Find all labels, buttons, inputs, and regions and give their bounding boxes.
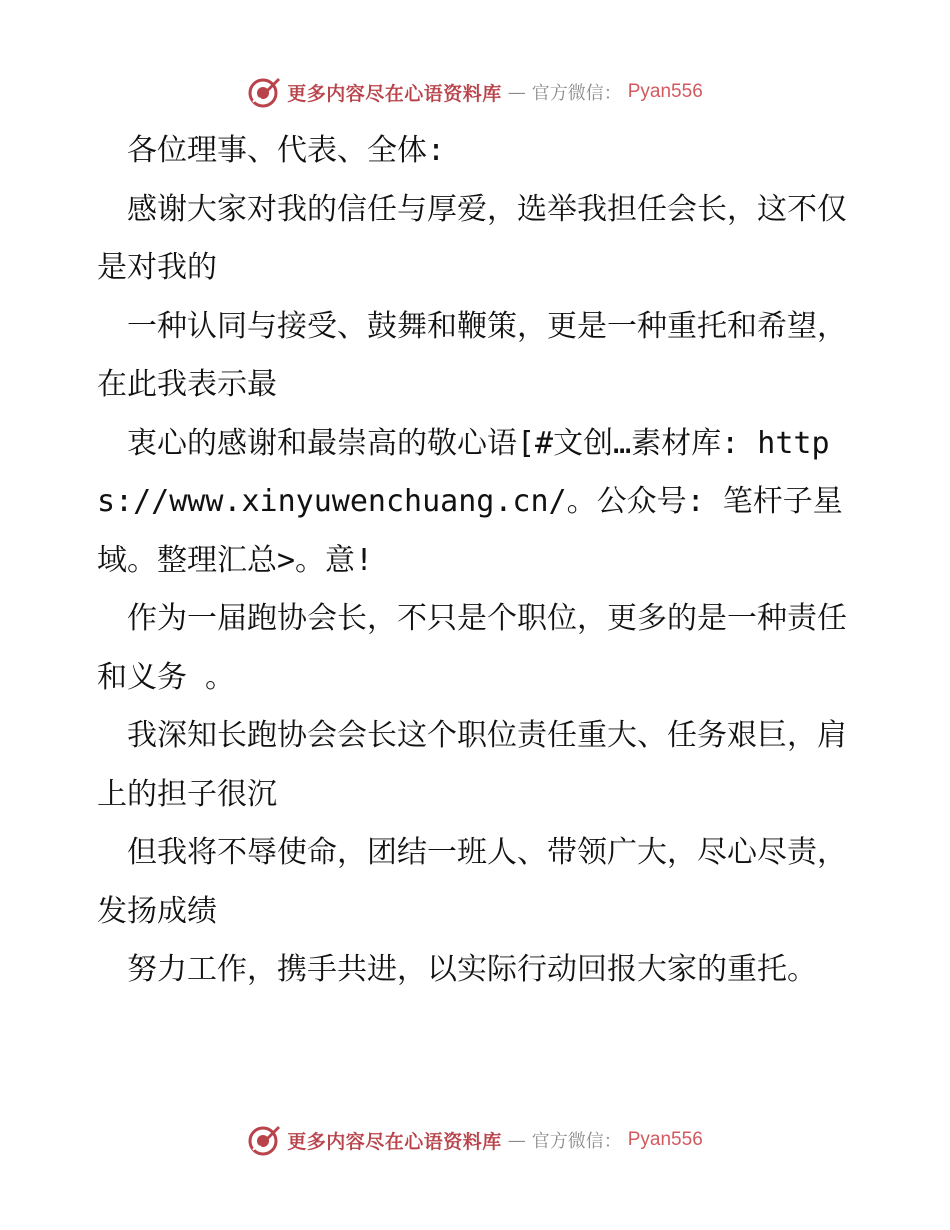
footer-dash: — xyxy=(507,1129,526,1151)
paragraph-4: 衷心的感谢和最崇高的敬心语[#文创…素材库: https://www.xinyuwenchuang.cn/。公众号: 笔杆子星域。整理汇总>。意! xyxy=(97,425,843,578)
footer-wechat-label: 官方微信： xyxy=(531,1131,622,1152)
paragraph-3: 一种认同与接受、鼓舞和鞭策，更是一种重托和希望，在此我表示最 xyxy=(97,308,847,402)
brush-pen-logo-icon xyxy=(247,75,281,109)
footer-wechat-id: Pyan556 xyxy=(627,1129,703,1150)
paragraph-8: 努力工作，携手共进，以实际行动回报大家的重托。 xyxy=(97,952,817,987)
header-banner xyxy=(0,72,950,112)
paragraph-7: 但我将不辱使命，团结一班人、带领广大，尽心尽责，发扬成绩 xyxy=(97,835,847,929)
footer-site-text: 更多内容尽在心语资料库 xyxy=(287,1130,502,1153)
paragraph-2: 感谢大家对我的信任与厚爱，选举我担任会长，这不仅是对我的 xyxy=(97,191,847,285)
header-dash: — xyxy=(507,81,526,103)
paragraph-5: 作为一届跑协会长，不只是个职位，更多的是一种责任和义务 。 xyxy=(97,601,847,695)
header-wechat-label: 官方微信： xyxy=(531,83,622,104)
document-body xyxy=(97,122,857,1000)
footer-banner xyxy=(0,1120,950,1160)
paragraph-6: 我深知长跑协会会长这个职位责任重大、任务艰巨，肩上的担子很沉 xyxy=(97,718,847,812)
header-site-text: 更多内容尽在心语资料库 xyxy=(287,82,502,105)
header-wechat-id: Pyan556 xyxy=(627,81,703,102)
brush-pen-logo-icon xyxy=(247,1123,281,1157)
paragraph-1: 各位理事、代表、全体: xyxy=(97,133,446,168)
